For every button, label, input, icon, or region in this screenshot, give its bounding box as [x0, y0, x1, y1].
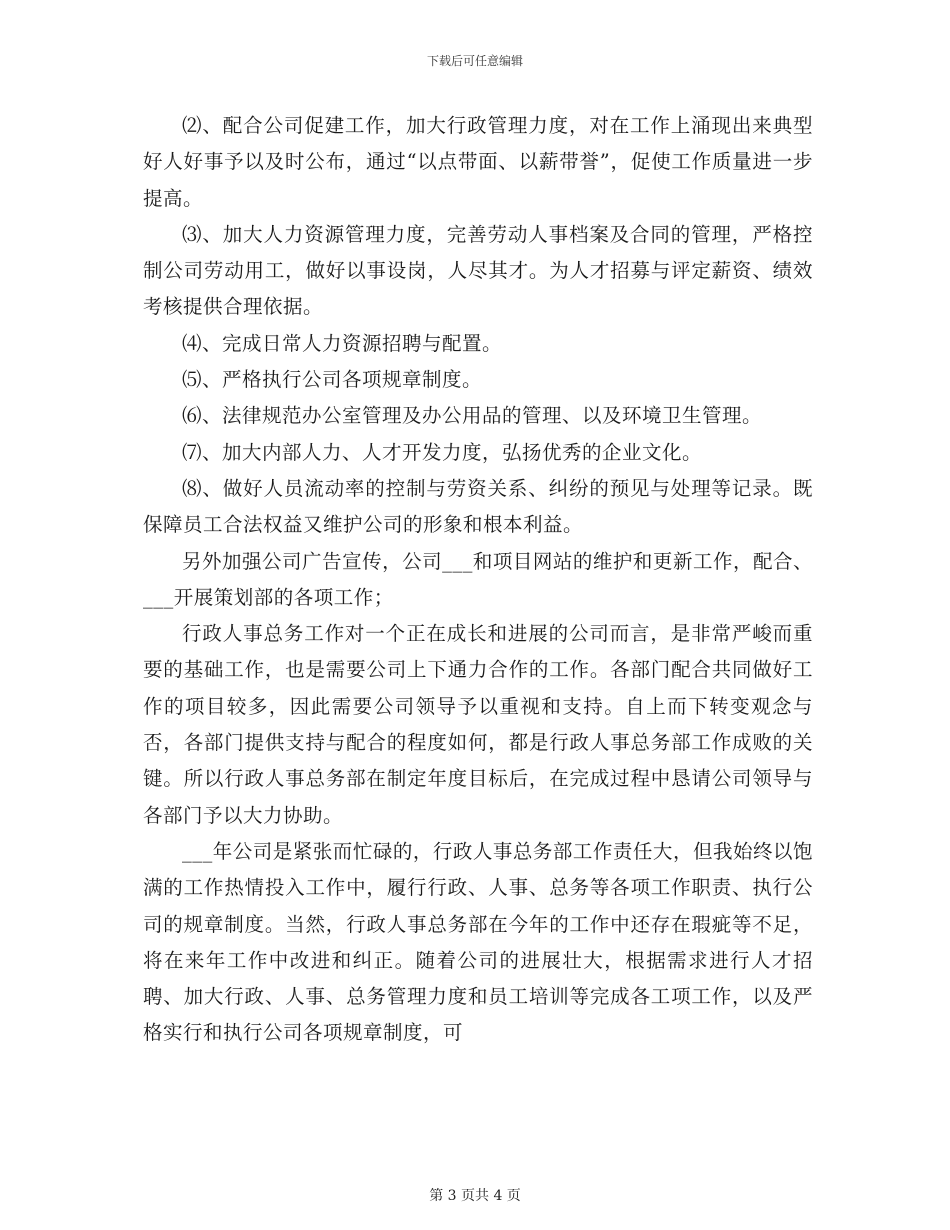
paragraph-importance: 行政人事总务工作对一个正在成长和进展的公司而言，是非常严峻而重要的基础工作，也是需要公司上下通力合作的工作。各部门配合共同做好工作的项目较多，因此需要公司领导予以重视和支持。自上而下转变观念与否，各部门提供支持与配合的程度如何，都是行政人事总务部工作成败的关键。所以行政人事总务部在制定年度目标后，在完成过程中恳请公司领导与各部门予以大力协助。 [143, 622, 813, 827]
paragraph-advertising: 另外加强公司广告宣传，公司___和项目网站的维护和更新工作，配合、___开展策划部的各项工作； [143, 549, 813, 609]
paragraph-item-2: ⑵、配合公司促建工作，加大行政管理力度，对在工作上涌现出来典型好人好事予以及时公布，通过“以点带面、以薪带誉”，促使工作质量进一步提高。 [143, 114, 813, 210]
paragraph-item-8: ⑻、做好人员流动率的控制与劳资关系、纠纷的预见与处理等记录。既保障员工合法权益又维护公司的形象和根本利益。 [143, 476, 813, 537]
page-number: 第 3 页共 4 页 [429, 1188, 521, 1204]
document-body [143, 108, 813, 1052]
paragraph-item-3: ⑶、加大人力资源管理力度，完善劳动人事档案及合同的管理，严格控制公司劳动用工，做好以事设岗，人尽其才。为人才招募与评定薪资、绩效考核提供合理依据。 [143, 222, 813, 319]
paragraph-item-6: ⑹、法律规范办公室管理及办公用品的管理、以及环境卫生管理。 [182, 404, 763, 428]
paragraph-item-4: ⑷、完成日常人力资源招聘与配置。 [182, 331, 503, 355]
paragraph-item-5: ⑸、严格执行公司各项规章制度。 [182, 368, 483, 392]
paragraph-year-summary: ___年公司是紧张而忙碌的，行政人事总务部工作责任大，但我始终以饱满的工作热情投入工作中，履行行政、人事、总务等各项工作职责、执行公司的规章制度。当然，行政人事总务部在今年的工作中还存在瑕疵等不足，将在来年工作中改进和纠正。随着公司的进展壮大，根据需求进行人才招聘、加大行政、人事、总务管理力度和员工培训等完成各工项工作，以及严格实行和执行公司各项规章制度，可 [143, 839, 813, 1045]
page-header: 下载后可任意编辑 [426, 54, 523, 68]
paragraph-item-7: ⑺、加大内部人力、人才开发力度，弘扬优秀的企业文化。 [182, 440, 703, 464]
